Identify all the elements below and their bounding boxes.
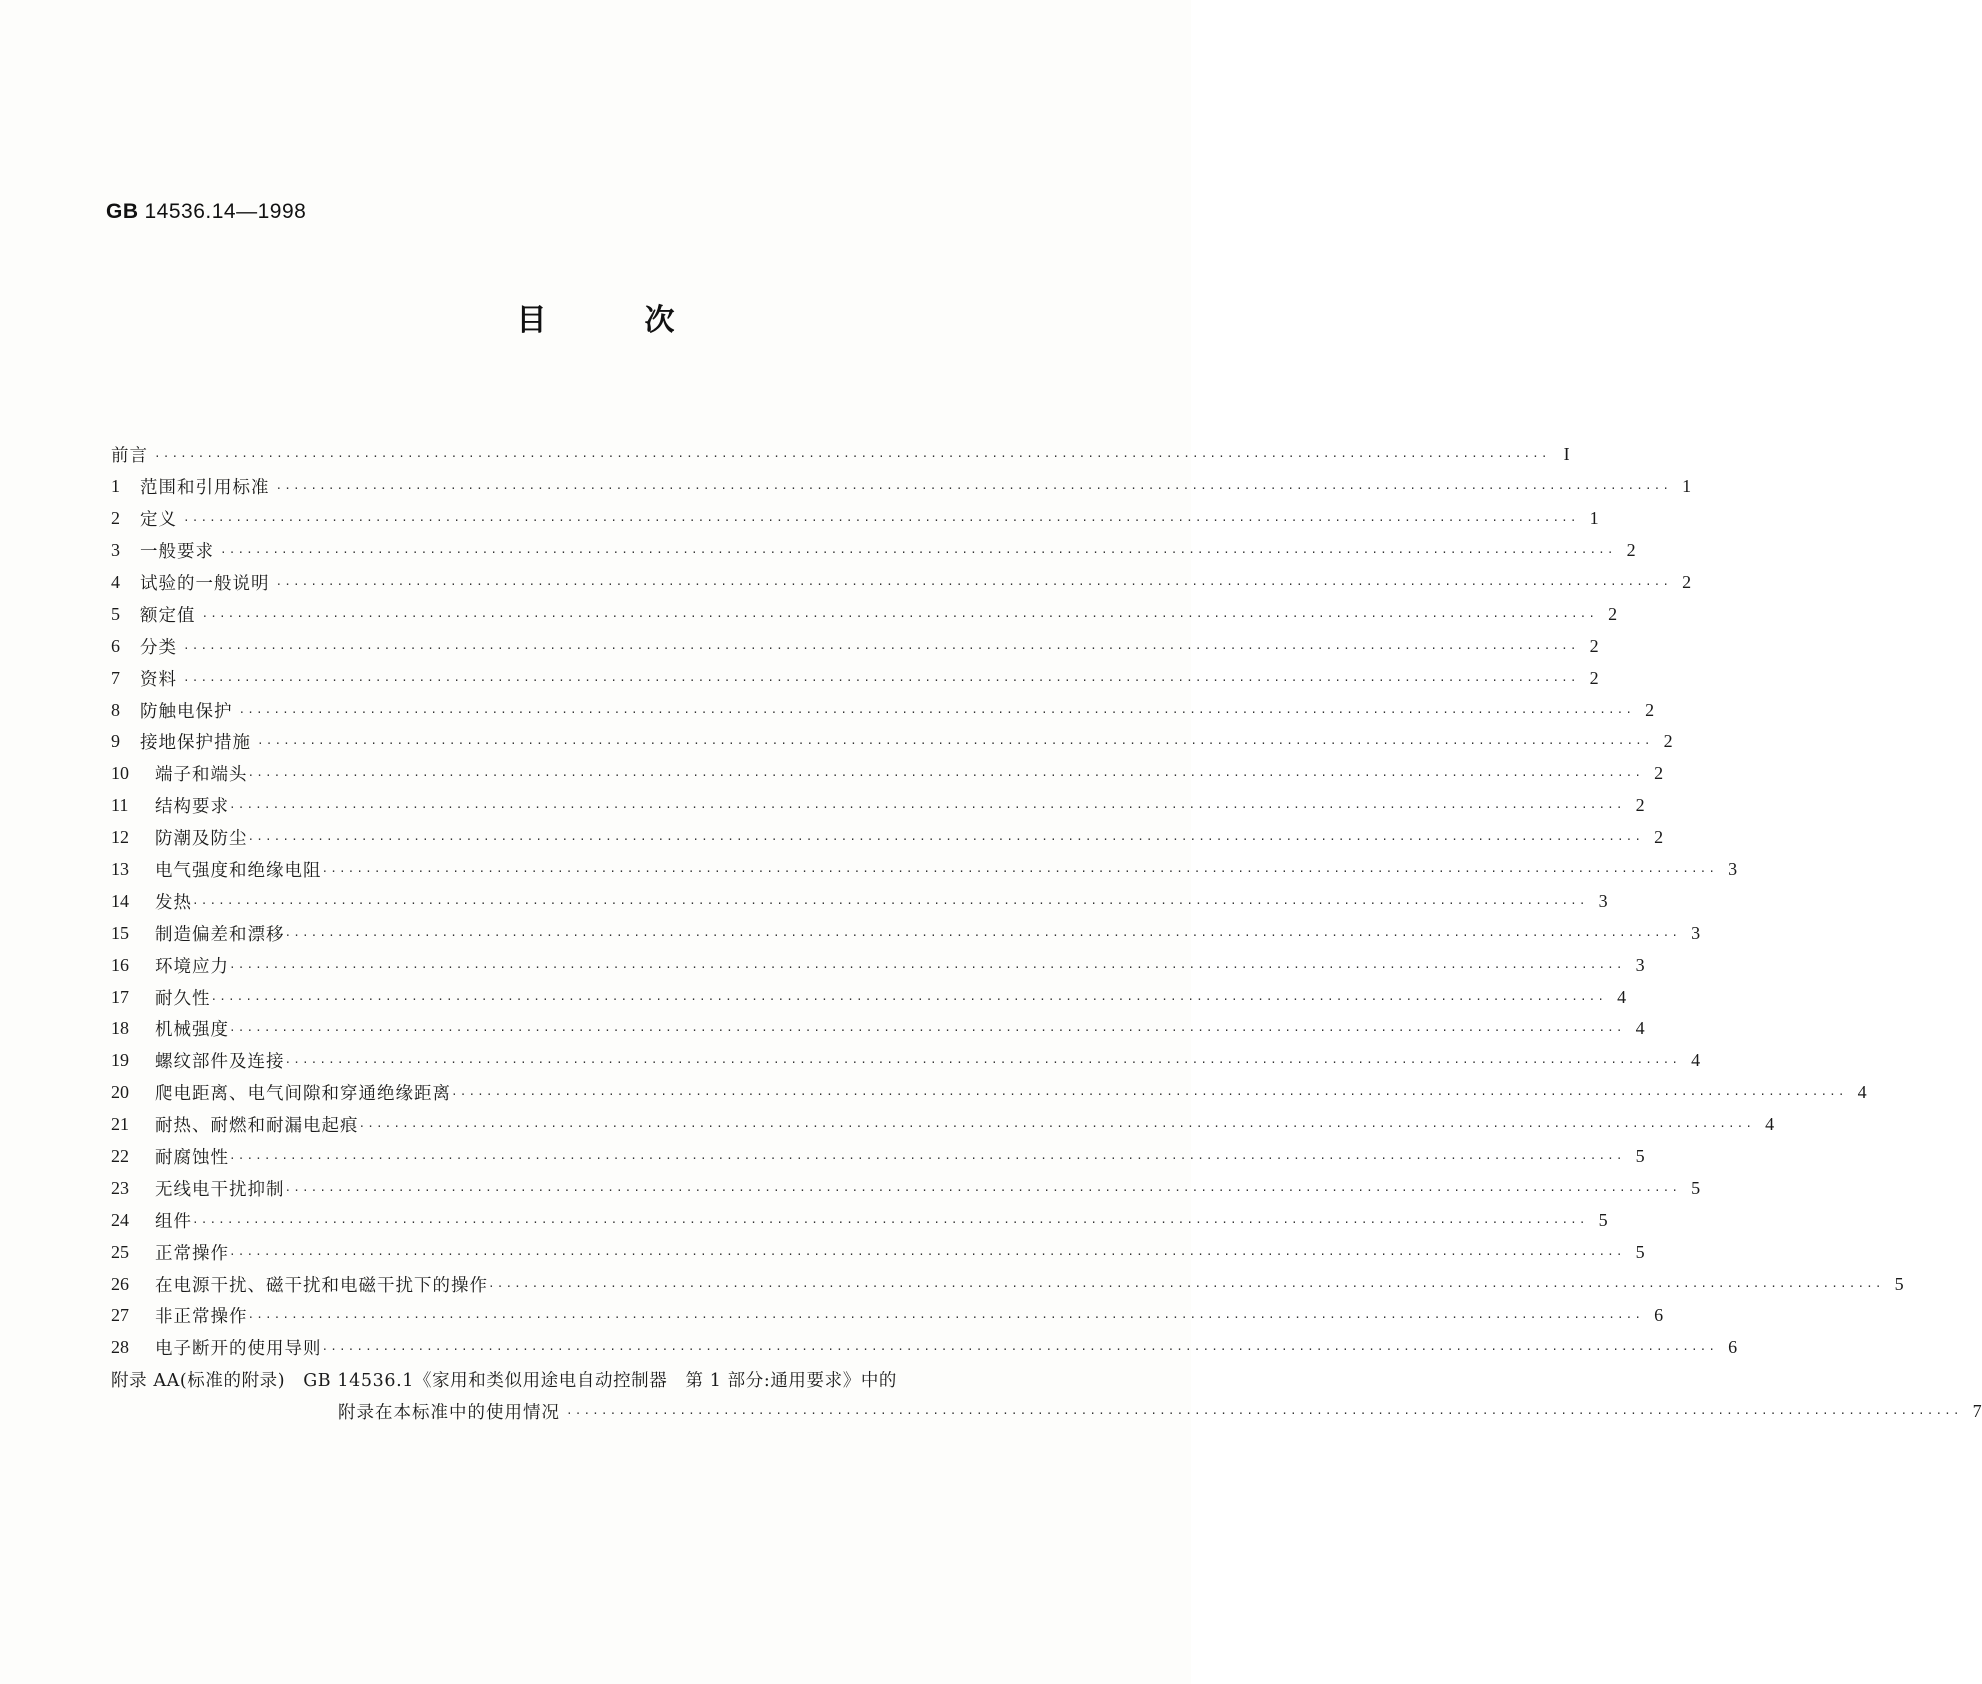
toc-leader-dots: ································································································································································	[488, 1279, 1884, 1293]
toc-leader-dots: ································································································································································	[192, 896, 1588, 910]
toc-entry-label: 电子断开的使用导则	[155, 1339, 322, 1360]
toc-leader-dots: ································································································································································	[210, 992, 1607, 1006]
toc-entry-label: 额定值	[140, 605, 196, 626]
toc-entry[interactable]	[111, 1109, 1775, 1141]
toc-entry[interactable]	[111, 758, 1664, 790]
toc-entry[interactable]	[111, 981, 1627, 1013]
toc-entry-label: 端子和端头	[155, 765, 248, 786]
toc-entry-page: 6	[1654, 1305, 1664, 1326]
toc-entry-page: I	[1563, 444, 1570, 465]
toc-entry-page: 2	[1663, 731, 1673, 752]
toc-entry[interactable]	[111, 949, 1645, 981]
toc-entry-page: 4	[1617, 986, 1627, 1007]
appendix-title-line2: 附录在本标准中的使用情况	[338, 1403, 560, 1424]
appendix-title-line1: GB 14536.1《家用和类似用途电自动控制器 第 1 部分:通用要求》中的	[303, 1371, 898, 1392]
toc-entry[interactable]	[111, 535, 1636, 567]
toc-entry[interactable]	[111, 503, 1599, 535]
toc-entry[interactable]	[111, 1236, 1645, 1268]
toc-entry-number: 15	[111, 922, 129, 943]
toc-entry[interactable]	[111, 1268, 1904, 1300]
toc-entry-label: 前言	[111, 446, 148, 467]
toc-leader-dots: ································································································································································	[192, 1215, 1588, 1229]
toc-entry-page: 2	[1682, 572, 1692, 592]
toc-leader-dots: ································································································································································	[229, 1247, 1625, 1261]
toc-entry-label: 防触电保护	[140, 701, 233, 722]
toc-entry-number: 8	[111, 699, 120, 720]
toc-entry[interactable]	[111, 1141, 1645, 1173]
toc-entry-number: 3	[111, 540, 120, 561]
toc-entry[interactable]	[111, 854, 1738, 886]
toc-entry-number: 13	[111, 859, 129, 880]
toc-entry[interactable]	[111, 1300, 1664, 1332]
standard-prefix: GB	[106, 200, 139, 223]
toc-entry[interactable]	[111, 662, 1599, 694]
toc-entry-page: 5	[1635, 1241, 1645, 1262]
toc-entry-label: 接地保护措施	[140, 733, 251, 754]
toc-leader-dots: ································································································································································	[566, 1407, 1962, 1421]
toc-leader-dots: ································································································································································	[229, 1152, 1625, 1166]
toc-entry-label: 机械强度	[155, 1020, 229, 1041]
toc-entry-number: 4	[111, 572, 120, 592]
toc-leader-dots: ································································································································································	[229, 960, 1625, 974]
toc-entry-label: 定义	[140, 510, 177, 531]
toc-entry-preface[interactable]	[111, 439, 1570, 471]
toc-entry[interactable]	[111, 567, 1692, 599]
toc-entry-label: 分类	[140, 637, 177, 658]
toc-entry-page: 3	[1691, 922, 1701, 943]
toc-entry-page: 5	[1635, 1146, 1645, 1167]
standard-code	[106, 200, 306, 224]
toc-leader-dots: ································································································································································	[154, 450, 1550, 464]
toc-entry-number: 19	[111, 1050, 129, 1071]
toc-entry-number: 14	[111, 890, 129, 911]
toc-entry-label: 螺纹部件及连接	[155, 1052, 285, 1073]
toc-entry[interactable]	[111, 1013, 1645, 1045]
toc-entry-label: 耐热、耐燃和耐漏电起痕	[155, 1116, 359, 1137]
toc-entry-number: 1	[111, 476, 120, 497]
toc-entry-page: 3	[1728, 859, 1738, 880]
toc-entry-label: 非正常操作	[155, 1307, 248, 1328]
toc-entry-number: 10	[111, 763, 129, 784]
toc-entry-page: 6	[1728, 1337, 1738, 1358]
toc-entry-page: 2	[1654, 827, 1664, 848]
appendix-title-line	[111, 1396, 1982, 1428]
toc-leader-dots: ································································································································································	[284, 1056, 1681, 1070]
page-title: 目次	[516, 303, 773, 338]
toc-entry[interactable]	[111, 726, 1673, 758]
toc-leader-dots: ································································································································································	[358, 1120, 1755, 1134]
toc-entry-number: 7	[111, 667, 120, 688]
toc-leader-dots: ································································································································································	[321, 865, 1718, 879]
toc-entry[interactable]	[111, 1077, 1867, 1109]
toc-entry-number: 23	[111, 1177, 129, 1198]
toc-entry-page: 2	[1589, 667, 1599, 688]
toc-entry-label: 耐腐蚀性	[155, 1148, 229, 1169]
toc-entry-appendix[interactable]	[111, 1364, 1982, 1428]
toc-entry-page: 2	[1608, 603, 1618, 624]
toc-entry-page: 2	[1645, 699, 1655, 720]
toc-entry-number: 9	[111, 731, 120, 752]
toc-entry[interactable]	[111, 917, 1701, 949]
toc-entry-page: 2	[1626, 540, 1636, 561]
toc-leader-dots: ································································································································································	[275, 482, 1672, 496]
toc-entry-list	[111, 471, 1904, 1364]
toc-leader-dots: ································································································································································	[247, 1311, 1644, 1325]
toc-leader-dots: ································································································································································	[229, 801, 1625, 815]
toc-entry-number: 24	[111, 1209, 129, 1230]
toc-entry-label: 试验的一般说明	[140, 574, 270, 594]
toc-entry[interactable]	[111, 630, 1599, 662]
toc-leader-dots: ································································································································································	[451, 1088, 1847, 1102]
toc-entry[interactable]	[111, 1045, 1701, 1077]
toc-entry-label: 结构要求	[155, 797, 229, 818]
toc-entry-page: 5	[1598, 1209, 1608, 1230]
toc-leader-dots: ································································································································································	[321, 1343, 1718, 1357]
toc-leader-dots: ································································································································································	[257, 737, 1653, 751]
toc-entry-number: 5	[111, 603, 120, 624]
toc-entry-label: 无线电干扰抑制	[155, 1179, 285, 1200]
toc-entry-label: 一般要求	[140, 542, 214, 563]
appendix-heading-line	[111, 1364, 1033, 1396]
toc-leader-dots: ································································································································································	[284, 928, 1681, 942]
toc-entry-number: 11	[111, 795, 129, 816]
standard-number: 14536.14—1998	[144, 200, 307, 223]
toc-entry[interactable]	[111, 1204, 1608, 1236]
toc-leader-dots: ································································································································································	[183, 641, 1579, 655]
toc-entry-page: 2	[1635, 795, 1645, 816]
toc-entry-number: 16	[111, 954, 129, 975]
toc-entry-label: 范围和引用标准	[140, 478, 270, 499]
toc-entry[interactable]	[111, 1332, 1738, 1364]
toc-entry[interactable]	[111, 694, 1655, 726]
toc-entry-page: 7	[1972, 1401, 1982, 1422]
table-of-contents	[111, 439, 1982, 1428]
toc-entry[interactable]	[111, 885, 1608, 917]
toc-entry-label: 发热	[155, 892, 192, 913]
toc-leader-dots: ································································································································································	[183, 514, 1579, 528]
toc-leader-dots: ································································································································································	[229, 1024, 1625, 1038]
toc-entry-number: 12	[111, 827, 129, 848]
toc-entry-number: 22	[111, 1146, 129, 1167]
toc-entry-number: 28	[111, 1337, 129, 1358]
toc-entry[interactable]	[111, 1172, 1701, 1204]
toc-entry-label: 组件	[155, 1211, 192, 1232]
toc-entry-page: 5	[1894, 1273, 1904, 1294]
toc-entry-label: 资料	[140, 669, 177, 690]
toc-entry-number: 25	[111, 1241, 129, 1262]
appendix-head: 附录 AA(标准的附录)	[111, 1371, 286, 1392]
toc-entry-page: 3	[1598, 890, 1608, 911]
toc-entry-page: 4	[1635, 1018, 1645, 1039]
toc-entry-number: 17	[111, 986, 129, 1007]
toc-entry-page: 2	[1589, 635, 1599, 656]
toc-entry[interactable]	[111, 598, 1618, 630]
toc-leader-dots: ································································································································································	[247, 769, 1644, 783]
toc-entry[interactable]	[111, 471, 1692, 503]
toc-leader-dots: ································································································································································	[220, 546, 1616, 560]
toc-entry-page: 1	[1589, 508, 1599, 529]
toc-entry-page: 3	[1635, 954, 1645, 975]
toc-entry[interactable]	[111, 822, 1664, 854]
toc-entry[interactable]	[111, 790, 1645, 822]
toc-entry-label: 电气强度和绝缘电阻	[155, 861, 322, 882]
toc-entry-label: 耐久性	[155, 988, 211, 1009]
toc-leader-dots: ································································································································································	[238, 705, 1635, 719]
toc-entry-label: 制造偏差和漂移	[155, 924, 285, 945]
toc-entry-label: 在电源干扰、磁干扰和电磁干扰下的操作	[155, 1275, 488, 1296]
toc-entry-number: 18	[111, 1018, 129, 1039]
toc-entry-page: 4	[1691, 1050, 1701, 1071]
toc-entry-page: 5	[1691, 1177, 1701, 1198]
toc-entry-page: 1	[1682, 476, 1692, 497]
toc-entry-page: 4	[1857, 1082, 1867, 1103]
toc-entry-label: 防潮及防尘	[155, 829, 248, 850]
toc-entry-number: 6	[111, 635, 120, 656]
toc-entry-label: 爬电距离、电气间隙和穿通绝缘距离	[155, 1084, 451, 1105]
toc-entry-number: 20	[111, 1082, 129, 1103]
toc-entry-label: 环境应力	[155, 956, 229, 977]
toc-entry-number: 21	[111, 1114, 129, 1135]
toc-leader-dots: ································································································································································	[183, 673, 1579, 687]
toc-entry-page: 2	[1654, 763, 1664, 784]
toc-leader-dots: ································································································································································	[284, 1183, 1681, 1197]
toc-entry-page: 4	[1765, 1114, 1775, 1135]
toc-entry-label: 正常操作	[155, 1243, 229, 1264]
toc-entry-number: 26	[111, 1273, 129, 1294]
toc-entry-number: 2	[111, 508, 120, 529]
toc-leader-dots: ································································································································································	[247, 833, 1644, 847]
toc-leader-dots: ································································································································································	[275, 578, 1672, 591]
toc-leader-dots: ································································································································································	[201, 609, 1598, 623]
toc-entry-number: 27	[111, 1305, 129, 1326]
